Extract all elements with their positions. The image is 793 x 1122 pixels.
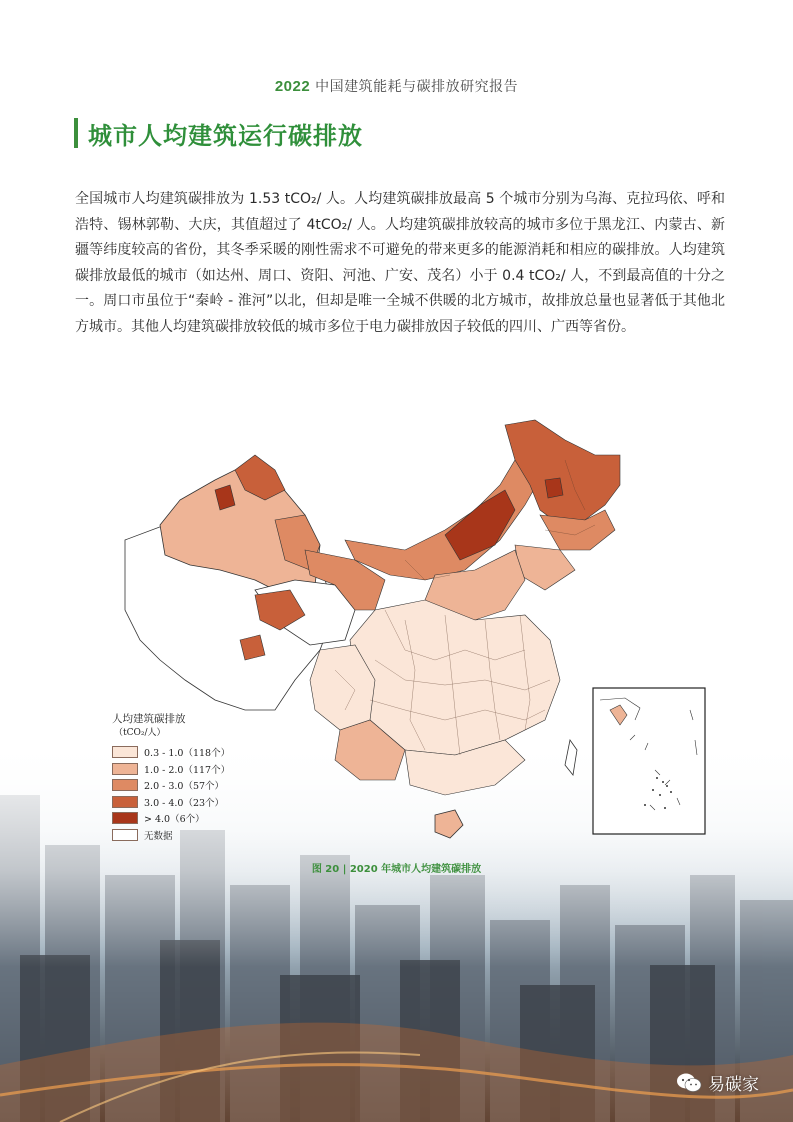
section-title: 城市人均建筑运行碳排放 (88, 121, 363, 150)
legend-label: 0.3 - 1.0（118个） (144, 748, 231, 760)
legend-unit: （tCO₂/人） (114, 728, 166, 738)
wechat-icon (676, 1072, 702, 1094)
report-header (0, 76, 793, 96)
figure-caption: 图 20 | 2020 年城市人均建筑碳排放 (311, 864, 482, 875)
legend-row (112, 761, 252, 778)
region-hainan (435, 810, 463, 838)
legend-row (112, 794, 252, 811)
legend-title: 人均建筑碳排放 (112, 713, 186, 725)
section-title-block (74, 116, 363, 150)
legend-label: 3.0 - 4.0（23个） (144, 797, 225, 809)
legend-label: 无数据 (144, 830, 173, 842)
legend-label: 1.0 - 2.0（117个） (144, 764, 231, 776)
region-liaoning (515, 545, 575, 590)
legend-row (112, 827, 252, 844)
legend-swatch (112, 796, 138, 808)
legend-row (112, 810, 252, 827)
legend-label: > 4.0（6个） (144, 814, 205, 826)
legend-row (112, 777, 252, 794)
region-daqing (545, 478, 563, 498)
region-taiwan (565, 740, 577, 775)
title-accent-bar (74, 118, 78, 148)
watermark-text: 易碳家 (708, 1075, 759, 1095)
legend-swatch (112, 829, 138, 841)
report-title: 中国建筑能耗与碳排放研究报告 (315, 79, 519, 95)
body-paragraph: 全国城市人均建筑碳排放为 1.53 tCO₂/ 人。人均建筑碳排放最高 5 个城市分别为乌海、克拉玛依、呼和浩特、锡林郭勒、大庆，其值超过了 4tCO₂/ 人。人均建筑碳排放较高的城市多位于黑龙江、内蒙古、新疆等纬度较高的省份，其冬季采暖的刚性需求不可避免的带来更多的能源消耗和相应的碳排放。人均建筑碳排放最低的城市（如达州、周口、资阳、河池、广安、茂名）小于 0.4 tCO₂/ 人，不到最高值的十分之一。周口市虽位于“秦岭 - 淮河”以北，但却是唯一全城不供暖的北方城市，故排放总量也显著低于其他北方城市。其他人均建筑碳排放较低的城市多位于电力碳排放因子较低的四川、广西等省份。 (75, 191, 725, 335)
map-legend (112, 712, 252, 843)
legend-swatch (112, 779, 138, 791)
legend-row (112, 744, 252, 761)
legend-swatch (112, 812, 138, 824)
legend-swatch (112, 763, 138, 775)
legend-label: 2.0 - 3.0（57个） (144, 781, 225, 793)
watermark (676, 1070, 759, 1095)
report-year: 2022 (274, 78, 311, 95)
legend-swatch (112, 746, 138, 758)
